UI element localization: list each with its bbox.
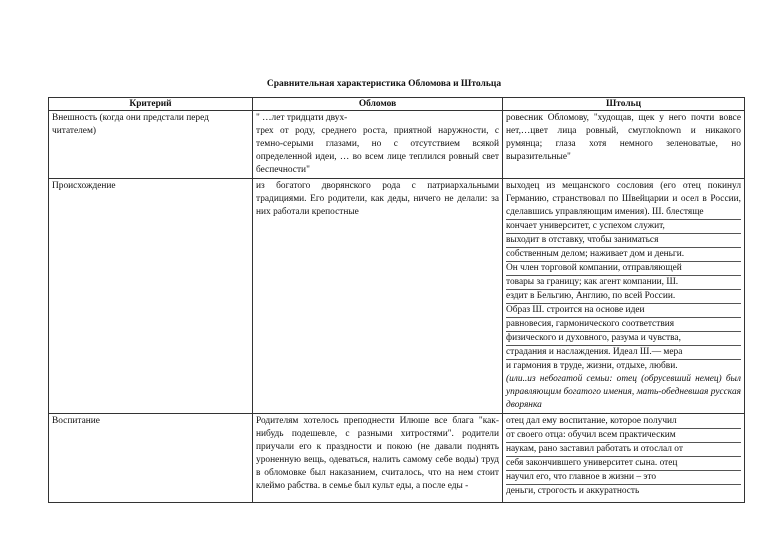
- stolz-text-lines: [506, 180, 741, 373]
- stolz-text-line: ездит в Бельгию, Англию, по всей России.: [506, 290, 741, 304]
- page-title: Сравнительная характеристика Обломова и Штольца: [266, 79, 502, 89]
- stolz-text-line: деньги, строгость и аккуратность: [506, 486, 640, 496]
- header-stolz: Штольц: [503, 98, 745, 111]
- stolz-text-line: равновесия, гармонического соответствия: [506, 318, 741, 332]
- table-row: [49, 111, 745, 179]
- header-criterion: Критерий: [49, 98, 253, 111]
- table-header-row: [49, 98, 745, 111]
- stolz-text-line: научил его, что главное в жизни – это: [506, 471, 741, 485]
- stolz-cell: [503, 414, 745, 503]
- oblomov-text: Родителям хотелось преподнести Илюше все блага "как-нибудь подешевле, с разными хитростями". родители приучали его к праздности и покою (не давали поднять уроненную вещь, одеваться, налить самому себе воды) труд в обломовке был наказанием, считалось, что на нем стоит клеймо рабства. в семье был культ еды, а после еды -: [256, 416, 499, 491]
- stolz-cell: ровесник Обломову, "худощав, щек у него почти вовсе нет,…цвет лица ровный, смуглоknown и никакого румянца; глаза хотя немного зеленоватые, но выразительные": [503, 111, 745, 179]
- oblomov-text: трех от роду, среднего роста, приятной наружности, с темно-серыми глазами, но с отсутствием всякой определенной идеи, … во всем лице теплился ровный свет беспечности": [256, 126, 499, 175]
- oblomov-cell: [253, 414, 503, 503]
- stolz-text-line: от своего отца: обучил всем практическим: [506, 429, 741, 443]
- table-row: [49, 414, 745, 503]
- oblomov-first-line: " …лет тридцати двух-: [256, 113, 348, 123]
- criterion-cell: Внешность (когда они предстали перед читателем): [49, 111, 253, 179]
- stolz-text-line: товары за границу; как агент компании, Ш.: [506, 276, 741, 290]
- criterion-cell: Воспитание: [49, 414, 253, 503]
- stolz-text-line: собственным делом; наживает дом и деньги.: [506, 248, 741, 262]
- oblomov-cell: из богатого дворянского рода с патриархальными традициями. Его родители, как деды, ничего не делали: за них работали крепостные: [253, 179, 503, 414]
- stolz-text-line: Он член торговой компании, отправляющей: [506, 262, 741, 276]
- stolz-text-line: и гармония в труде, жизни, отдыхе, любви.: [506, 361, 678, 371]
- stolz-text-line: кончает университет, с успехом служит,: [506, 220, 741, 234]
- stolz-text-line: Образ Ш. строится на основе идеи: [506, 304, 741, 318]
- table-row: [49, 179, 745, 414]
- stolz-text-line: отец дал ему воспитание, которое получил: [506, 415, 741, 429]
- stolz-text-line: себя закончившего университет сына. отец: [506, 457, 741, 471]
- criterion-cell: Происхождение: [49, 179, 253, 414]
- stolz-text-lines: [506, 415, 741, 498]
- comparison-table: [48, 97, 745, 503]
- stolz-text-line: выходит в отставку, чтобы заниматься: [506, 234, 741, 248]
- stolz-cell: [503, 179, 745, 414]
- header-oblomov: Обломов: [253, 98, 503, 111]
- stolz-text-line: наукам, рано заставил работать и отослал от: [506, 443, 741, 457]
- stolz-italic-note: (или..из небогатой семьи: отец (обрусевший немец) был управляющим богатого имения, мать-обедневшая русская дворянка: [506, 374, 741, 410]
- stolz-text-line: страдания и наслаждения. Идеал Ш.— мера: [506, 346, 741, 360]
- stolz-text-line: физического и духовного, разума и чувства,: [506, 332, 741, 346]
- stolz-text-line: выходец из мещанского сословия (его отец покинул Германию, странствовал по Швейцарии и осел в России, сделавшись управляющим имения). Ш. блестяще: [506, 180, 741, 220]
- oblomov-cell: [253, 111, 503, 179]
